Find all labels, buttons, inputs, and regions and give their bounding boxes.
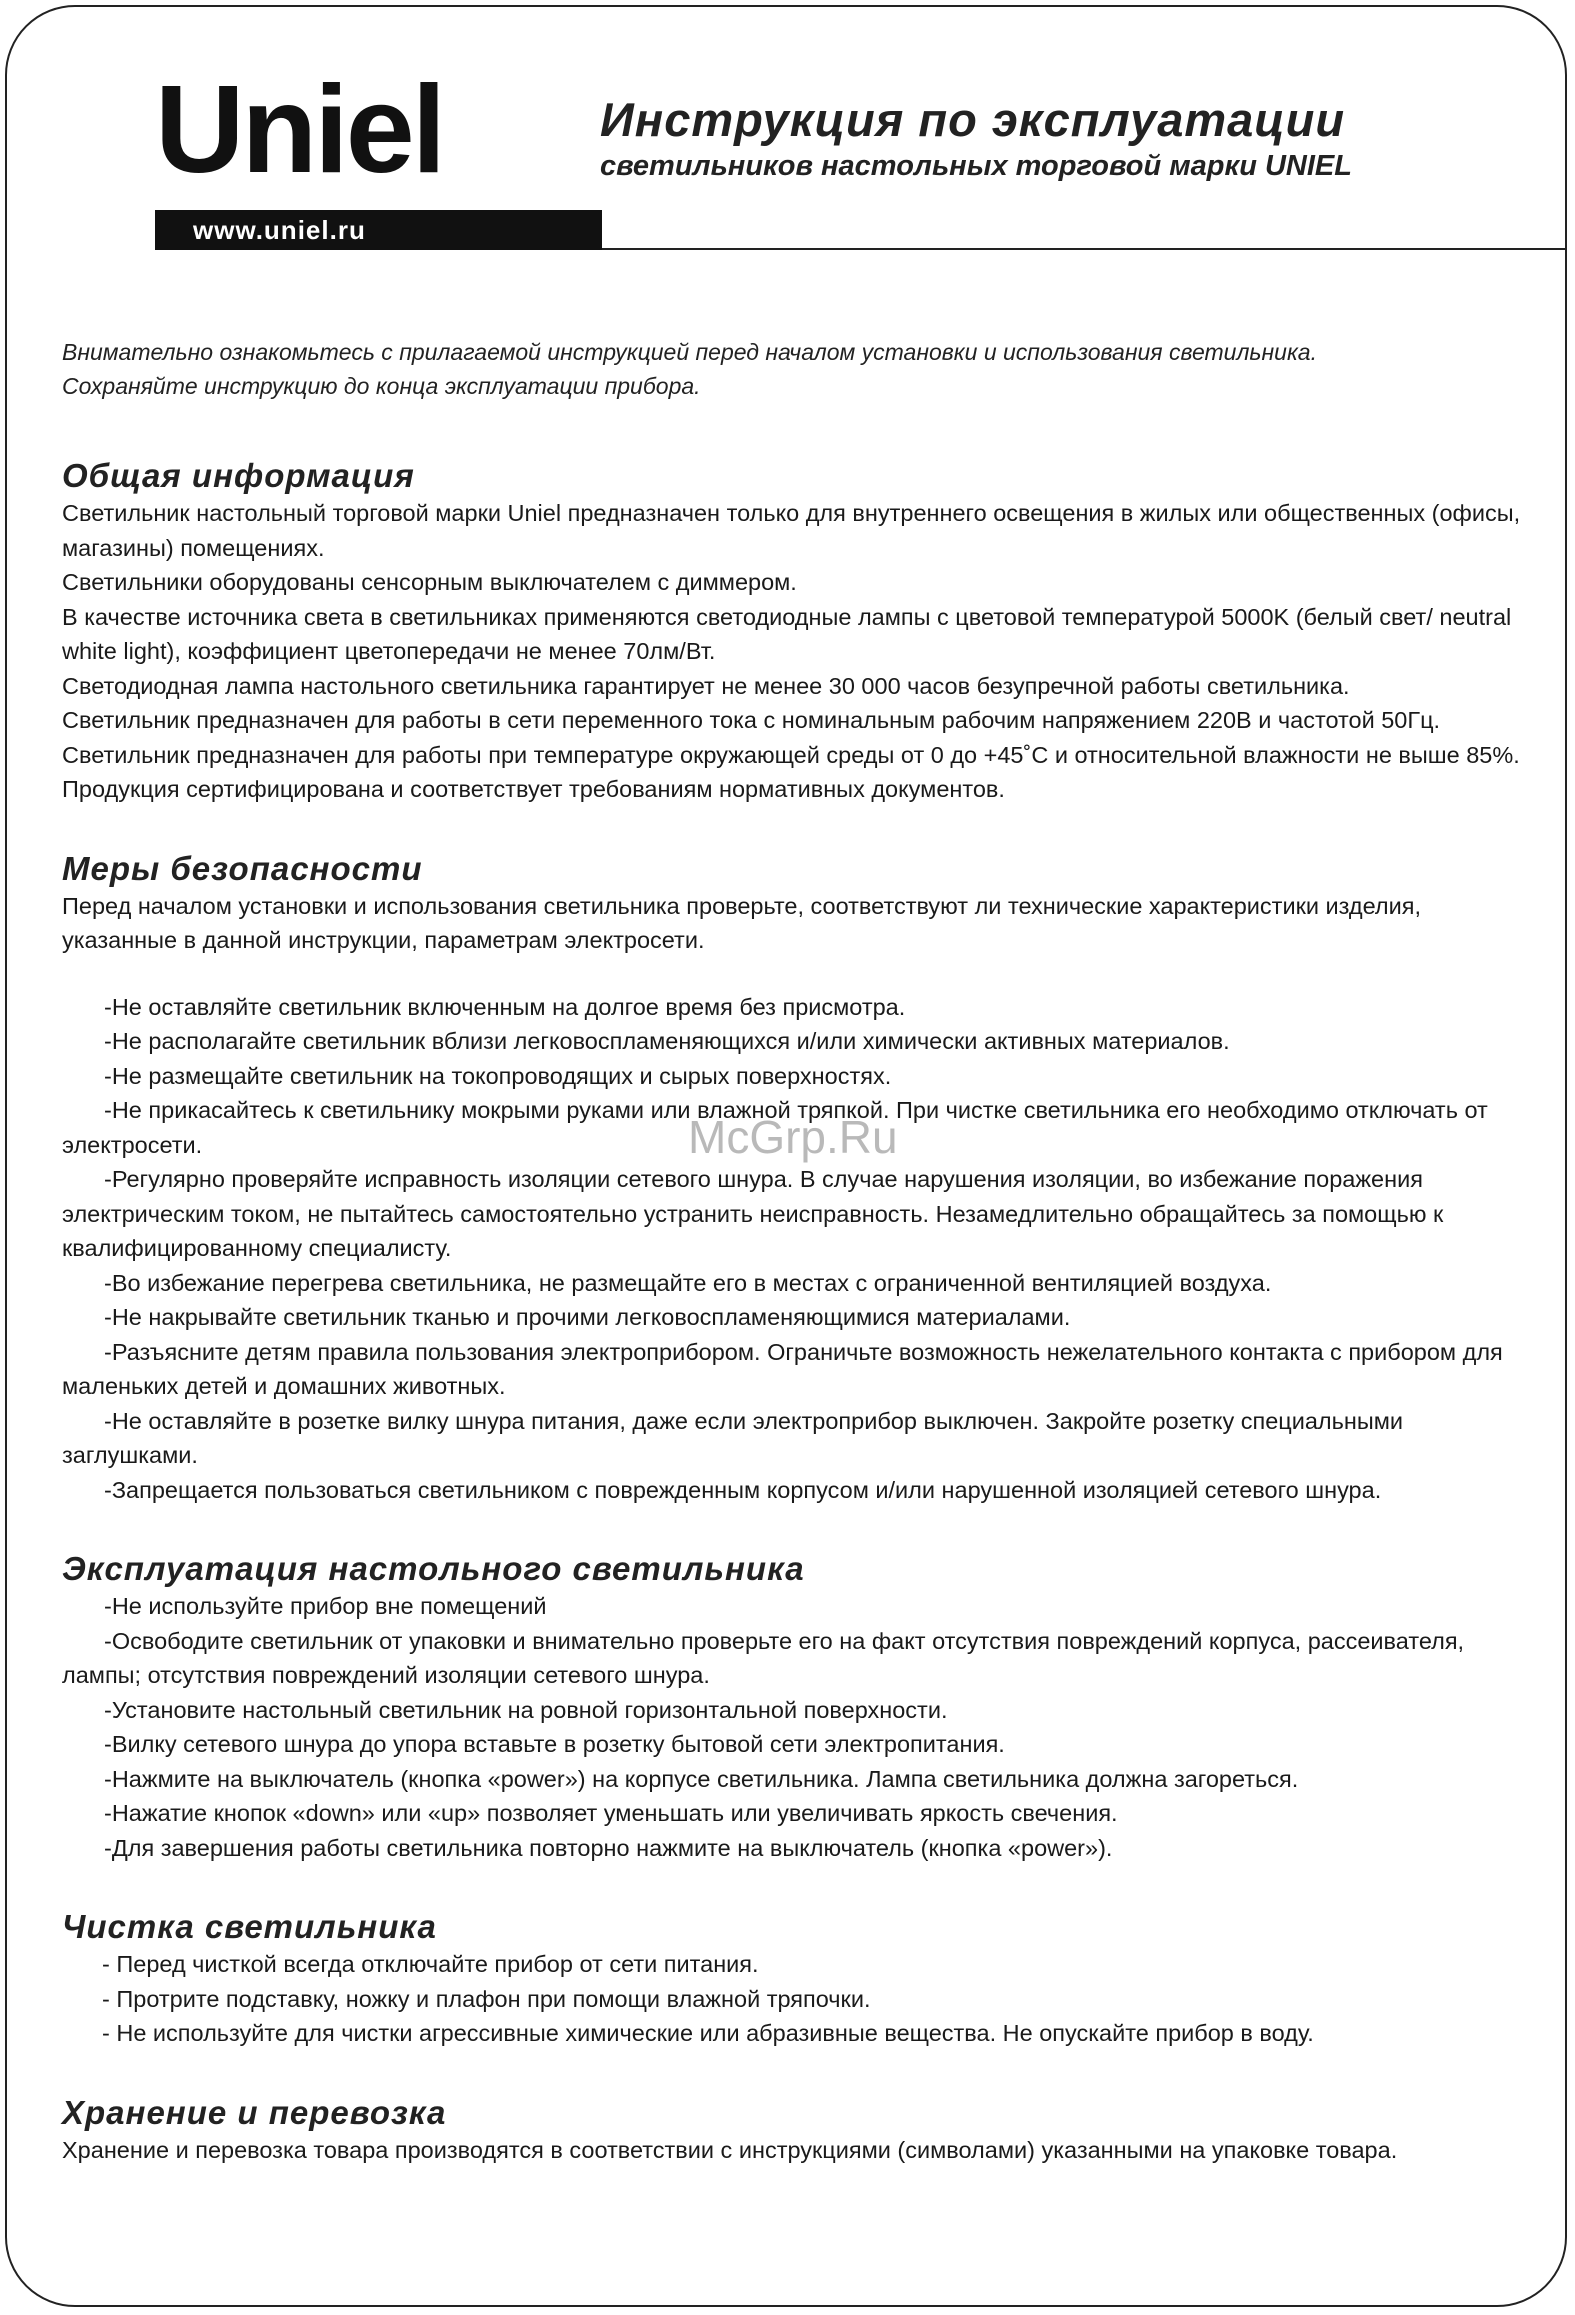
website-url[interactable]: www.uniel.ru: [155, 210, 602, 250]
list-item: -Для завершения работы светильника повторно нажмите на выключатель (кнопка «power»).: [104, 1834, 1113, 1861]
list-item: -Не используйте прибор вне помещений: [104, 1593, 547, 1619]
paragraph: В качестве источника света в светильниках применяются светодиодные лампы с цветовой температурой 5000K (белый свет/ neutral white light), коэффициент цветопередачи не менее 70лм/Вт.: [62, 603, 1512, 664]
list-item: -Разъясните детям правила пользования электроприбором. Ограничьте возможность нежелательного контакта с прибором для маленьких детей и домашних животных.: [62, 1338, 1503, 1399]
list-item: -Во избежание перегрева светильника, не размещайте его в местах с ограниченной вентиляцией воздуха.: [104, 1269, 1272, 1296]
paragraph: Хранение и перевозка товара производятся в соответствии с инструкциями (символами) указанными на упаковке товара.: [62, 2136, 1398, 2163]
header-divider: [602, 248, 1565, 250]
watermark: McGrp.Ru: [688, 1111, 898, 1163]
document-body: [62, 458, 1532, 2211]
list-item: - Не используйте для чистки агрессивные химические или абразивные вещества. Не опускайте прибор в воду.: [102, 2020, 1314, 2046]
list-item: - Перед чисткой всегда отключайте прибор от сети питания.: [102, 1951, 759, 1977]
brand-logo: Uniel: [155, 61, 444, 199]
section-storage: [62, 2095, 1532, 2168]
paragraph: Перед началом установки и использования светильника проверьте, соответствуют ли технические характеристики изделия, указанные в данной инструкции, параметрам электросети.: [62, 892, 1421, 953]
list-item: -Не оставляйте светильник включенным на долгое время без присмотра.: [104, 993, 906, 1020]
intro-note: [62, 335, 1532, 403]
list-item: -Нажмите на выключатель (кнопка «power») на корпусе светильника. Лампа светильника должна загореться.: [104, 1765, 1299, 1792]
section-heading: Эксплуатация настольного светильника: [62, 1550, 805, 1587]
section-heading: Общая информация: [62, 457, 415, 494]
document-subtitle: светильников настольных торговой марки UNIEL: [600, 150, 1352, 182]
paragraph: Светильник предназначен для работы при температуре окружающей среды от 0 до +45˚С и относительной влажности не выше 85%.: [62, 741, 1520, 768]
list-item: -Не оставляйте в розетке вилку шнура питания, даже если электроприбор выключен. Закройте розетку специальными заглушками.: [62, 1407, 1404, 1468]
list-item: -Нажатие кнопок «down» или «up» позволяет уменьшать или увеличивать яркость свечения.: [104, 1800, 1118, 1826]
document-title: Инструкция по эксплуатации: [600, 93, 1346, 146]
paragraph: Продукция сертифицирована и соответствует требованиям нормативных документов.: [62, 776, 1005, 802]
list-item: -Освободите светильник от упаковки и внимательно проверьте его на факт отсутствия повреждений корпуса, рассеивателя, лампы; отсутствия повреждений изоляции сетевого шнура.: [62, 1627, 1465, 1688]
section-heading: Хранение и перевозка: [62, 2093, 447, 2131]
list-item: -Не накрывайте светильник тканью и прочими легковоспламеняющимися материалами.: [104, 1304, 1071, 1330]
list-item: - Протрите подставку, ножку и плафон при помощи влажной тряпочки.: [102, 1985, 871, 2012]
section-operation: [62, 1551, 1532, 1865]
section-cleaning: [62, 1909, 1532, 2051]
list-item: -Не размещайте светильник на токопроводящих и сырых поверхностях.: [104, 1062, 892, 1089]
paragraph: Светильник настольный торговой марки Uniel предназначен только для внутреннего освещения в жилых или общественных (офисы, магазины) помещениях.: [62, 500, 1521, 561]
section-heading: Меры безопасности: [62, 849, 423, 887]
list-item: -Не прикасайтесь к светильнику мокрыми руками или влажной тряпкой. При чистке светильника его необходимо отключать от электросети.: [62, 1097, 1488, 1158]
list-item: -Не располагайте светильник вблизи легковоспламеняющихся и/или химически активных материалов.: [104, 1028, 1230, 1054]
list-item: -Вилку сетевого шнура до упора вставьте в розетку бытовой сети электропитания.: [104, 1731, 1005, 1757]
list-item: -Установите настольный светильник на ровной горизонтальной поверхности.: [104, 1696, 948, 1723]
list-item: -Запрещается пользоваться светильником с поврежденным корпусом и/или нарушенной изоляцией сетевого шнура.: [104, 1476, 1382, 1503]
intro-line: Сохраняйте инструкцию до конца эксплуатации прибора.: [62, 373, 701, 399]
section-heading: Чистка светильника: [62, 1908, 437, 1945]
paragraph: Светильник предназначен для работы в сети переменного тока с номинальным рабочим напряжением 220В и частотой 50Гц.: [62, 707, 1441, 733]
list-item: -Регулярно проверяйте исправность изоляции сетевого шнура. В случае нарушения изоляции, во избежание поражения электрическим током, не пытайтесь самостоятельно устранить неисправность. Незамедлительно обращайтесь за помощью к квалифицированному специалисту.: [62, 1166, 1444, 1261]
paragraph: Светодиодная лампа настольного светильника гарантирует не менее 30 000 часов безупречной работы светильника.: [62, 672, 1350, 699]
section-general: [62, 458, 1532, 807]
section-safety: [62, 851, 1532, 1508]
paragraph: Светильники оборудованы сенсорным выключателем с диммером.: [62, 569, 797, 595]
intro-line: Внимательно ознакомьтесь с прилагаемой инструкцией перед началом установки и использования светильника.: [62, 339, 1317, 365]
